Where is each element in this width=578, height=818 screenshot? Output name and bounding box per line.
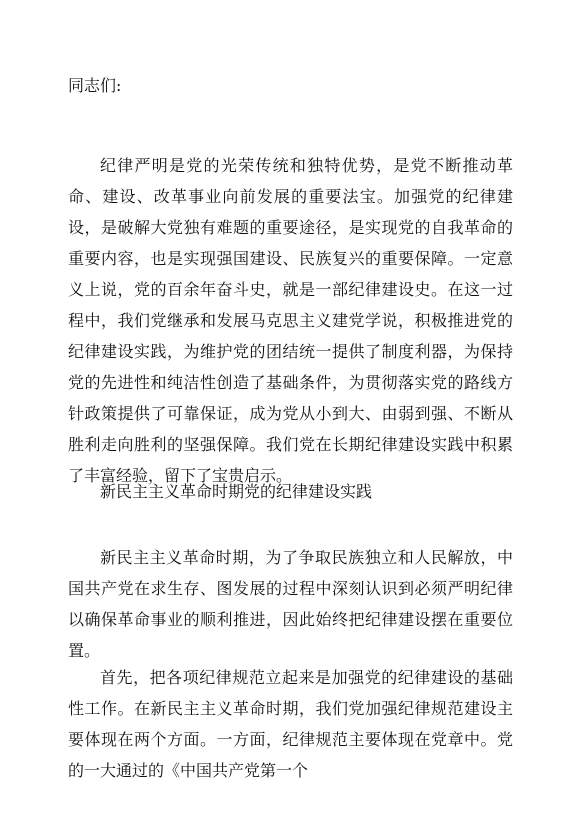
paragraph-intro: 纪律严明是党的光荣传统和独特优势，是党不断推动革命、建设、改革事业向前发展的重要法宝。加强党的纪律建设，是破解大党独有难题的重要途径，是实现党的自我革命的重要内容，也是实现强国建设、民族复兴的重要保障。一定意义上说，党的百余年奋斗史，就是一部纪律建设史。在这一过程中，我们党继承和发展马克思主义建党学说，积极推进党的纪律建设实践，为维护党的团结统一提供了制度利器，为保持党的先进性和纯洁性创造了基础条件，为贯彻落实党的路线方针政策提供了可靠保证，成为党从小到大、由弱到强、不断从胜利走向胜利的坚强保障。我们党在长期纪律建设实践中积累了丰富经验，留下了宝贵启示。 [68,156,513,485]
section-heading: 新民主主义革命时期党的纪律建设实践 [100,482,373,501]
salutation: 同志们: [68,76,122,95]
paragraph-first-point: 首先，把各项纪律规范立起来是加强党的纪律建设的基础性工作。在新民主主义革命时期，我们党加强纪律规范建设主要体现在两个方面。一方面，纪律规范主要体现在党章中。党的一大通过的《中国共产党第一个 [68,668,513,780]
paragraph-revolution-period: 新民主主义革命时期，为了争取民族独立和人民解放，中国共产党在求生存、图发展的过程中深刻认识到必须严明纪律以确保革命事业的顺利推进，因此始终把纪律建设摆在重要位置。 [68,548,513,660]
